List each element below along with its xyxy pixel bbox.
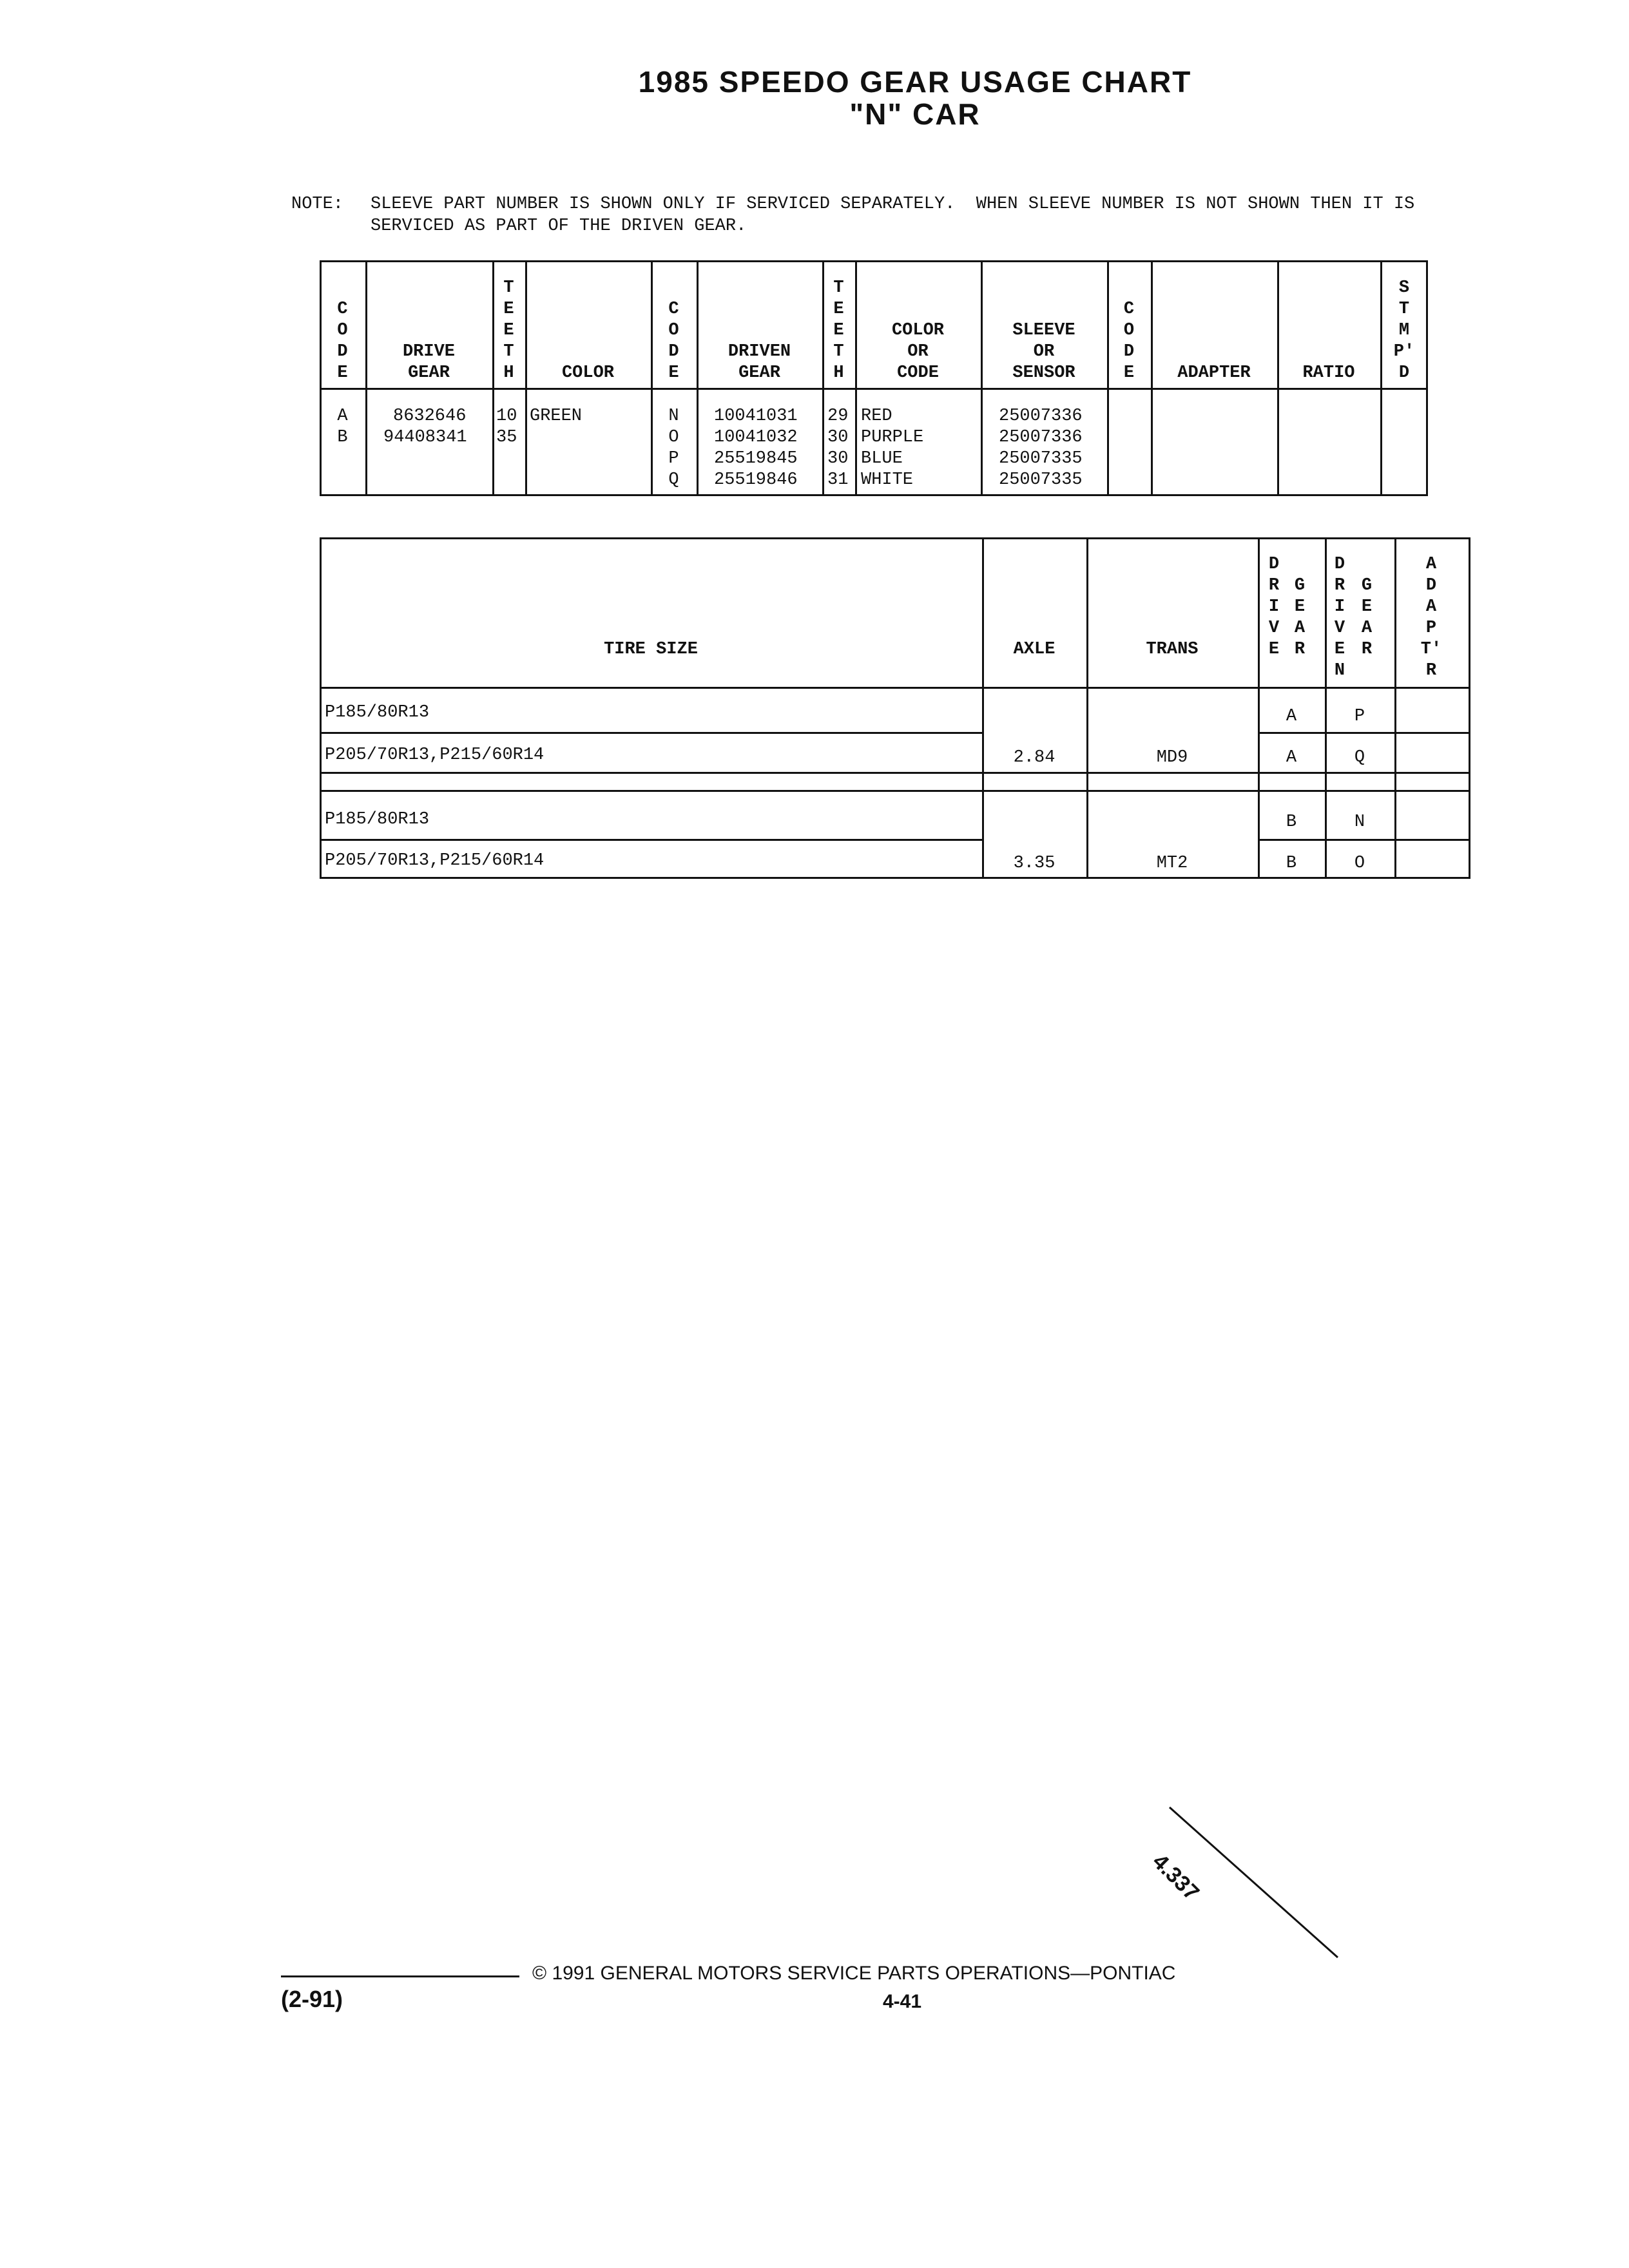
stamp-diagonal-line xyxy=(1160,1798,1353,1965)
header-drive-gear-b: G E A R xyxy=(1294,576,1306,659)
drive-color-a: GREEN xyxy=(530,407,583,426)
header-teeth-drive: T E E T H xyxy=(503,278,514,383)
header-driven-gear-a: D R I V E N xyxy=(1334,555,1345,680)
drive-part-a: 8632646 xyxy=(393,407,467,426)
tire-size-1: P185/80R13 xyxy=(325,703,430,722)
trans-group-2: MT2 xyxy=(1156,854,1188,873)
header-code-drive: C O D E xyxy=(337,300,348,383)
drive-code-row-4: B xyxy=(1286,854,1297,873)
header-sleeve-or-sensor: SLEEVE OR SENSOR xyxy=(1012,321,1075,383)
header-stmpd: S T M P' D xyxy=(1393,278,1415,383)
driven-code-row-4: O xyxy=(1354,854,1365,873)
header-driven-gear: DRIVEN GEAR xyxy=(728,342,791,383)
drive-code-row-1: A xyxy=(1286,707,1297,726)
driven-code-n: N xyxy=(668,407,679,426)
axle-group-2: 3.35 xyxy=(1013,854,1055,873)
driven-sleeve-o: 25007336 xyxy=(999,428,1083,447)
header-adapter: ADAPTER xyxy=(1177,363,1251,383)
note-line-1: SLEEVE PART NUMBER IS SHOWN ONLY IF SERVICED SEPARATELY. WHEN SLEEVE NUMBER IS NOT SHOWN THEN IT IS xyxy=(371,195,1415,214)
header-drive-gear: DRIVE GEAR xyxy=(402,342,455,383)
driven-part-o: 10041032 xyxy=(714,428,798,447)
header-color-or-code: COLOR OR CODE xyxy=(891,321,944,383)
driven-sleeve-n: 25007336 xyxy=(999,407,1083,426)
driven-sleeve-p: 25007335 xyxy=(999,449,1083,468)
axle-group-1: 2.84 xyxy=(1013,748,1055,767)
footer-rule xyxy=(281,1975,519,1977)
note-line-2: SERVICED AS PART OF THE DRIVEN GEAR. xyxy=(371,216,747,236)
footer-page-number: 4-41 xyxy=(883,1991,922,2012)
footer-date-code: (2-91) xyxy=(281,1986,343,2012)
driven-color-q: WHITE xyxy=(861,470,914,490)
page-title: 1985 SPEEDO GEAR USAGE CHART xyxy=(638,65,1192,99)
drive-teeth-b: 35 xyxy=(496,428,517,447)
tire-size-2: P205/70R13,P215/60R14 xyxy=(325,745,545,765)
header-driven-gear-b: G E A R xyxy=(1361,576,1373,659)
tire-size-4: P205/70R13,P215/60R14 xyxy=(325,851,545,870)
drive-code-row-3: B xyxy=(1286,812,1297,832)
header-tire-size: TIRE SIZE xyxy=(604,640,698,659)
drive-code-b: B xyxy=(337,428,348,447)
driven-color-o: PURPLE xyxy=(861,428,924,447)
driven-part-n: 10041031 xyxy=(714,407,798,426)
header-code-adapter: C O D E xyxy=(1123,300,1135,383)
tire-size-3: P185/80R13 xyxy=(325,810,430,829)
header-code-driven: C O D E xyxy=(668,300,679,383)
header-drive-gear-a: D R I V E xyxy=(1268,555,1280,659)
driven-teeth-q: 31 xyxy=(827,470,849,490)
driven-color-n: RED xyxy=(861,407,892,426)
trans-group-1: MD9 xyxy=(1156,748,1188,767)
page-subtitle: "N" CAR xyxy=(849,97,981,131)
page-stamp: 4.337 xyxy=(1148,1849,1204,1906)
driven-code-row-3: N xyxy=(1354,812,1365,832)
header-color: COLOR xyxy=(561,363,614,383)
driven-color-p: BLUE xyxy=(861,449,903,468)
header-ratio: RATIO xyxy=(1302,363,1355,383)
driven-code-q: Q xyxy=(668,470,679,490)
header-teeth-driven: T E E T H xyxy=(833,278,844,383)
driven-teeth-o: 30 xyxy=(827,428,849,447)
driven-code-row-2: Q xyxy=(1354,748,1365,767)
driven-teeth-n: 29 xyxy=(827,407,849,426)
drive-teeth-a: 10 xyxy=(496,407,517,426)
header-adapter-usage: A D A P T' R xyxy=(1420,555,1442,680)
driven-teeth-p: 30 xyxy=(827,449,849,468)
header-trans: TRANS xyxy=(1146,640,1199,659)
driven-part-p: 25519845 xyxy=(714,449,798,468)
driven-part-q: 25519846 xyxy=(714,470,798,490)
note-label: NOTE: xyxy=(291,195,344,214)
header-axle: AXLE xyxy=(1013,640,1055,659)
drive-part-b: 94408341 xyxy=(383,428,467,447)
driven-code-o: O xyxy=(668,428,679,447)
driven-sleeve-q: 25007335 xyxy=(999,470,1083,490)
footer-copyright: © 1991 GENERAL MOTORS SERVICE PARTS OPERATIONS—PONTIAC xyxy=(532,1963,1176,1984)
driven-code-row-1: P xyxy=(1354,707,1365,726)
driven-code-p: P xyxy=(668,449,679,468)
drive-code-a: A xyxy=(337,407,348,426)
drive-code-row-2: A xyxy=(1286,748,1297,767)
